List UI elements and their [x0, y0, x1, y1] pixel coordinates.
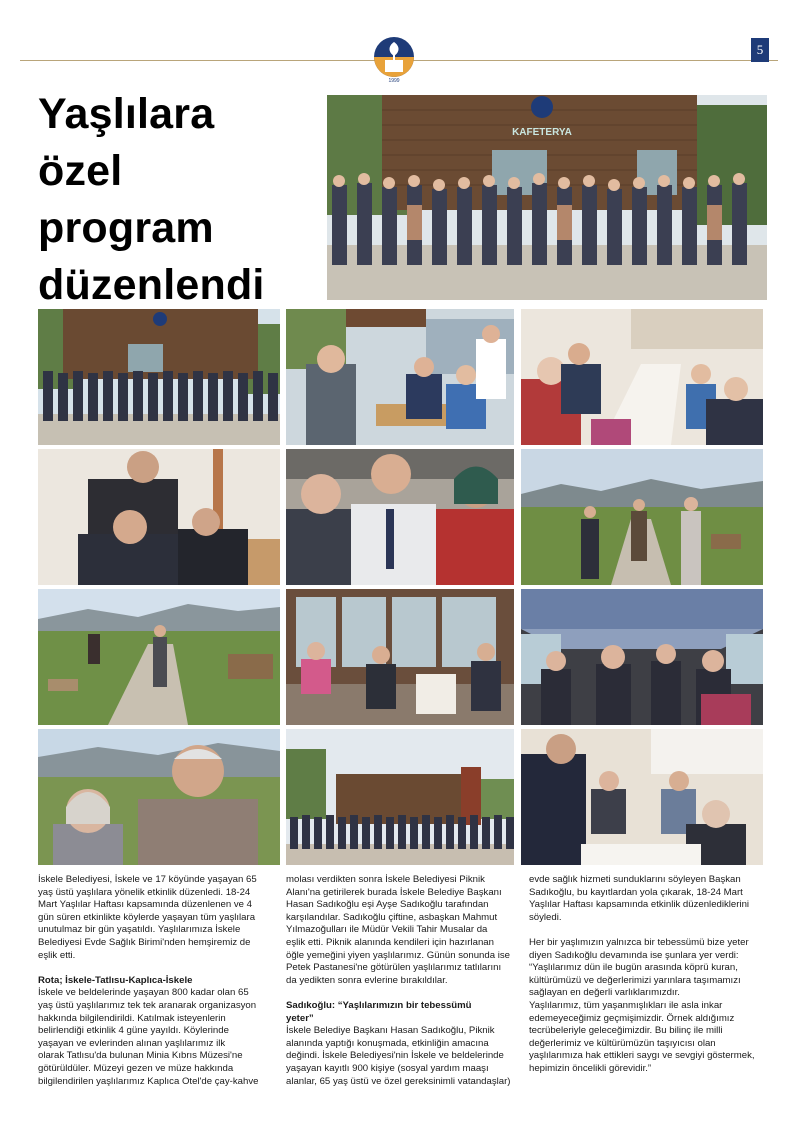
hero-photo-group-cafeteria [327, 95, 767, 300]
cafeteria-sign: KAFETERYA [512, 127, 572, 138]
route-paragraph: İskele ve beldelerinde yaşayan 800 kadar olan 65 yaş üstü yaşlılarımız tek tek aranarak organizasyon hakkında bilgilendirildi. Katılmak isteyenlerin belirlendiği etkinlik 4 güne yayıldı. Köylerinde yaşayan ve evlerinden alınan yaşlılarımız ilk olarak Tatlısu'da bulunan Minia Kıbrıs Müzesi'ne götürüldüler. Müzeyi gezen ve müze hakkında bilgilendirilen yaşlılarımız Kaplıca Otel'de çay-kahve [38, 987, 259, 1087]
article-column-3 [529, 874, 769, 1088]
title-line: özel [38, 147, 123, 195]
photo-group-cafeteria-small [38, 309, 280, 445]
picnic-paragraph: molası verdikten sonra İskele Belediyesi Piknik Alanı'na getirilerek burada İskele Belediye Başkanı Hasan Sadıkoğlu eşi Ayşe Sadıkoğlu tarafından karşılandılar. Sadıkoğlu çiftine, asbaşkan Mahmut Yılmazoğulları ile Müdür Vekili Tahir Musalar da eşlik etti. Piknik alanında kendileri için hazırlanan öğle yemeğini yiyen yaşlılarımız. Günün sonunda ise Petek Pastanesi'ne götürülen yaşlılarımız tatlılarını da yedikten sonra evlerine bırakıldılar. [286, 874, 510, 986]
title-line: düzenlendi [38, 261, 265, 309]
article-title [38, 86, 318, 314]
photo-museum-garden-visit [521, 449, 763, 585]
photo-dining-hall-table [521, 309, 763, 445]
photo-picnic-table-mayor [286, 309, 514, 445]
photo-three-men-seated [38, 449, 280, 585]
logo-year: 1999 [388, 78, 400, 84]
speech-paragraph: İskele Belediye Başkanı Hasan Sadıkoğlu, Piknik alanında yaptığı konuşmada, etkinliğin amacına değindi. İskele Belediyesi'nin İskele ve beldelerinde yaşayan kayıtlı 900 kişiye (sosyal yardım maaşı alanlar, 65 yaş üstü ve özel gereksinimli vatandaşlar) [286, 1025, 511, 1087]
photo-mayor-speech-hall [521, 729, 763, 865]
intro-paragraph: İskele Belediyesi, İskele ve 17 köyünde yaşayan 65 yaş üstü yaşlılara yönelik etkinlik düzenledi. 18-24 Mart Yaşlılar Haftası kapsamında düzenlenen ve 4 gün süren etkinlikte köylerde yaşayan tüm yaşlılara unutulmaz bir gün yaşatıldı. Yaşlılarımıza İskele Belediyesi Evde Sağlık Birimi'nden hemşiremiz de eşlik etti. [38, 874, 257, 961]
route-heading: Rota; İskele-Tatlısu-Kaplıca-İskele [38, 974, 193, 986]
title-line: program [38, 204, 214, 252]
photo-two-elderly-closeup [38, 729, 280, 865]
title-line: Yaşlılara [38, 90, 215, 138]
article-column-2 [286, 874, 522, 1101]
article-column-1 [38, 874, 282, 1101]
photo-bus-interior [521, 589, 763, 725]
municipality-emblem-icon [373, 36, 415, 86]
quote-paragraph: Her bir yaşlımızın yalnızca bir tebessümü bize yeter diyen Sadıkoğlu devamında ise şunlara yer verdi: “Yaşlılarımız dün ile bugün arasında köprü kuran, kültürümüzü ve değerlerimizi yarınlara taşımamızı sağlayan en değerli varlıklarımızdır. Yaşlılarımız, tüm yaşanmışlıkları ile asla inkar edemeyeceğimiz geçmişimizdir. Örnek aldığımız tecrübeleriyle geleceğimizdir. Bu bilinç ile milli değerlerimiz ve kültürümüzün taşıyıcısı olan yaşlılarımıza hak ettikleri saygı ve sevgiyi göstermek, hepimizin öncelikli görevidir.” [529, 936, 755, 1074]
photo-group-piknik-area [286, 729, 514, 865]
photo-miniature-park-path [38, 589, 280, 725]
photo-mayor-with-elderly [286, 449, 514, 585]
photo-hotel-terrace-cafe [286, 589, 514, 725]
page-number: 5 [751, 38, 769, 62]
health-service-paragraph: evde sağlık hizmeti sunduklarını söyleyen Başkan Sadıkoğlu, bu kayıtlardan yola çıkarak, 18-24 Mart Yaşlılar Haftası kapsamında etkinlik düzenlediklerini söyledi. [529, 874, 750, 923]
quote-heading: Sadıkoğlu: “Yaşlılarımızın bir tebessümü yeter” [286, 999, 472, 1024]
